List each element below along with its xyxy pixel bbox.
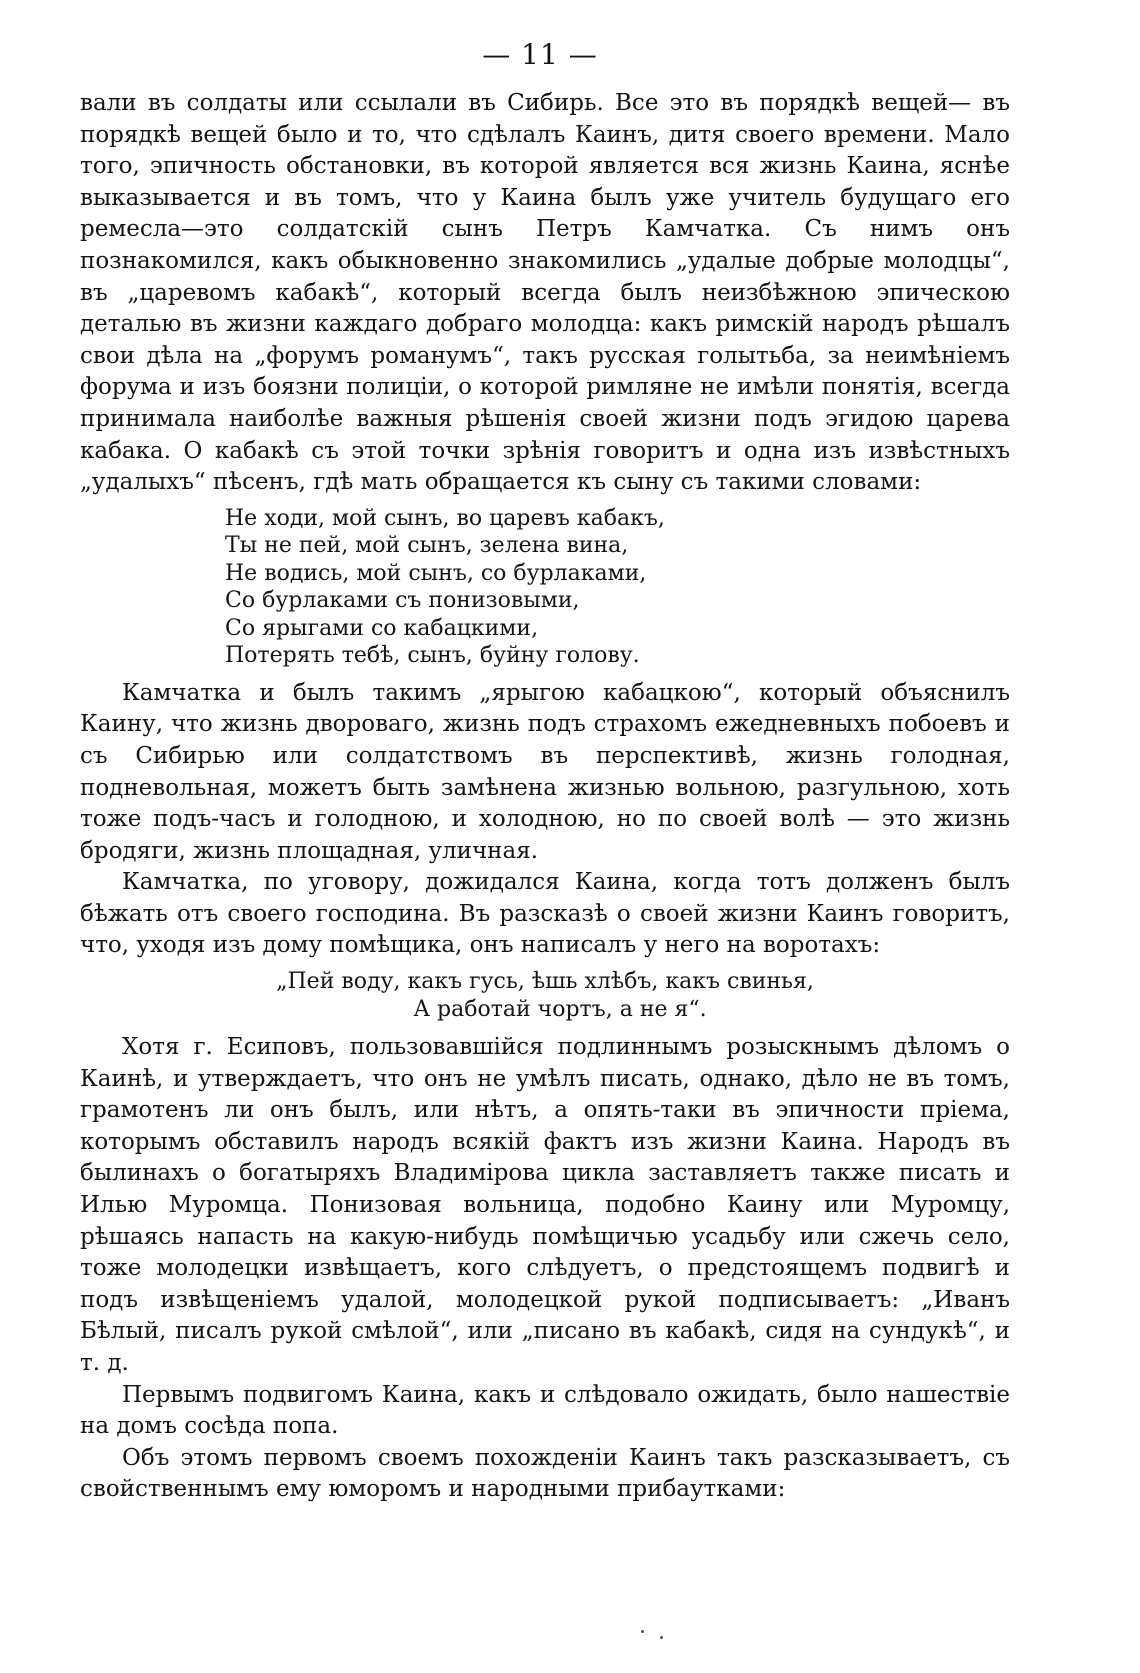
verse-line: Со ярыгами со кабацкими, bbox=[225, 615, 539, 641]
ink-speck bbox=[660, 1636, 663, 1639]
song-verse bbox=[225, 505, 1010, 670]
inscription-line: „Пей воду, какъ гусь, ѣшь хлѣбъ, какъ свинья, bbox=[276, 969, 814, 995]
paragraph: Камчатка, по уговору, дожидался Каина, когда тотъ долженъ былъ бѣжать отъ своего господина. Въ разсказѣ о своей жизни Каинъ говоритъ, что, уходя изъ дому помѣщика, онъ написалъ у него на воротахъ: bbox=[80, 869, 1010, 959]
paragraph-continued: вали въ солдаты или ссылали въ Сибирь. Все это въ порядкѣ вещей— въ порядкѣ вещей было и то, что сдѣлалъ Каинъ, дитя своего времени. Мало того, эпичность обстановки, въ которой является вся жизнь Каина, яснѣе выказывается и въ томъ, что у Каина былъ уже учитель будущаго его ремесла—это солдатскій сынъ Петръ Камчатка. Съ нимъ онъ познакомился, какъ обыкновенно знакомились „удалые добрые молодцы“, въ „царевомъ кабакѣ“, который всегда былъ неизбѣжною эпическою деталью въ жизни каждаго добраго молодца: какъ римскій народъ рѣшалъ свои дѣла на „форумъ романумъ“, такъ русская голытьба, за неимѣніемъ форума и изъ боязни полиціи, о которой римляне не имѣли понятія, всегда принимала наиболѣе важныя рѣшенія своей жизни подъ эгидою царева кабака. О кабакѣ съ этой точки зрѣнія говоритъ и одна изъ извѣстныхъ „удалыхъ“ пѣсенъ, гдѣ мать обращается къ сыну съ такими словами: bbox=[80, 90, 1010, 496]
ink-speck bbox=[641, 1630, 644, 1633]
verse-line: Не водись, мой сынъ, со бурлаками, bbox=[225, 560, 647, 586]
page-number: — 11 — bbox=[482, 38, 598, 71]
verse-line: Ты не пей, мой сынъ, зелена вина, bbox=[225, 533, 629, 559]
verse-line: Потерять тебѣ, сынъ, буйну голову. bbox=[225, 643, 640, 669]
paragraph: Объ этомъ первомъ своемъ похожденіи Каинъ такъ разсказываетъ, съ свойственнымъ ему юморомъ и народными прибаутками: bbox=[80, 1444, 1010, 1503]
verse-line: Не ходи, мой сынъ, во царевъ кабакъ, bbox=[225, 505, 665, 531]
paragraph: Первымъ подвигомъ Каина, какъ и слѣдовало ожидать, было нашествіе на домъ сосѣда попа. bbox=[80, 1381, 1010, 1440]
paragraph: Камчатка и былъ такимъ „ярыгою кабацкою“, который объяснилъ Каину, что жизнь двороваго, жизнь подъ страхомъ ежедневныхъ побоевъ и съ Сибирью или солдатствомъ въ перспективѣ, жизнь голодная, подневольная, можетъ быть замѣнена жизнью вольною, разгульною, хоть тоже подъ-часъ и голодною, и холодною, но по своей волѣ — это жизнь бродяги, жизнь площадная, уличная. bbox=[80, 679, 1010, 864]
gate-inscription bbox=[80, 968, 1010, 1024]
verse-line: Со бурлаками съ понизовыми, bbox=[225, 588, 580, 614]
paragraph: Хотя г. Есиповъ, пользовавшійся подлиннымъ розыскнымъ дѣломъ о Каинѣ, и утверждаетъ, что онъ не умѣлъ писать, однако, дѣло не въ томъ, грамотенъ ли онъ былъ, или нѣтъ, а опять-таки въ эпичности пріема, которымъ обставилъ народъ всякій фактъ изъ жизни Каина. Народъ въ былинахъ о богатыряхъ Владимірова цикла заставляетъ также писать и Илью Муромца. Понизовая вольница, подобно Каину или Муромцу, рѣшаясь напасть на какую-нибудь помѣщичью усадьбу или сжечь село, тоже молодецки извѣщаетъ, кого слѣдуетъ, о предстоящемъ подвигѣ и подъ извѣщеніемъ удалой, молодецкой рукой подписываетъ: „Иванъ Бѣлый, писалъ рукой смѣлой“, или „писано въ кабакѣ, сидя на сундукѣ“, и т. д. bbox=[80, 1034, 1010, 1376]
inscription-line: А работай чортъ, а не я“. bbox=[413, 997, 707, 1023]
page-body bbox=[80, 88, 1010, 1506]
